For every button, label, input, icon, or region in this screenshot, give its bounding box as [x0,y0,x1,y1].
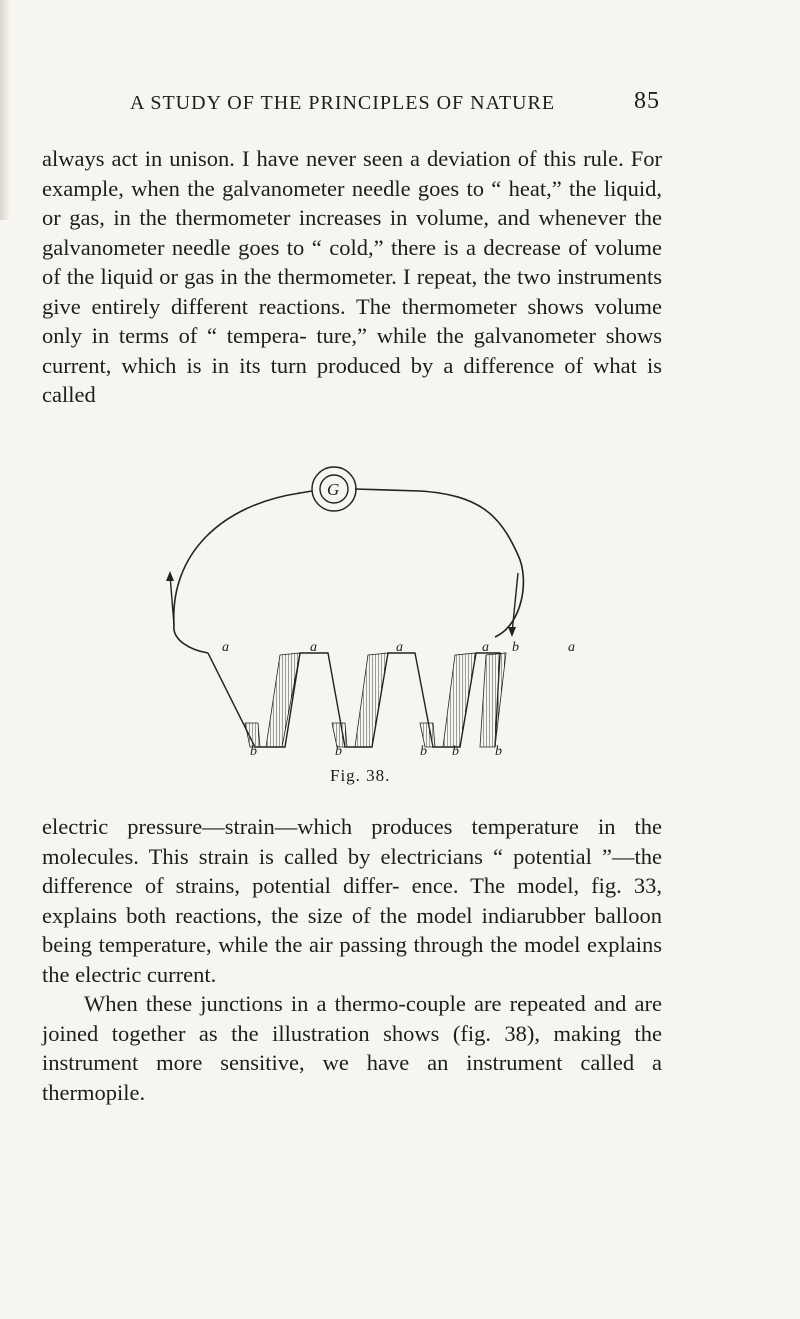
junction-label: b [250,744,257,759]
junction-label: a [568,640,575,655]
thermopile-zigzag [208,653,506,747]
page-number: 85 [634,88,660,114]
paragraph-1: always act in unison. I have never seen a deviation of this rule. For example, when the galvanometer needle goes to “ heat,” the liquid, or gas, in the thermometer increases in volume, and whenever the galvanometer needle goes to “ cold,” there is a decrease of volume of the liquid or gas in the thermometer. I repeat, the two instruments give entirely different reactions. The thermometer shows volume only in terms of “ tempera- ture,” while the galvanometer shows current, which is in its turn produced by a difference of what is called [42,146,662,407]
right-wire [355,489,523,637]
left-wire [174,493,300,625]
right-arrow-icon [508,573,518,637]
thermopile-figure [150,465,690,765]
junction-label: a [310,640,317,655]
page-edge-shadow [0,0,10,220]
paragraph-2: electric pressure—strain—which produces temperature in the molecules. This strain is called by electricians “ potential ”—the difference of strains, potential differ- ence. The model, fig. 33, explains both reactions, the size of the model indiarubber balloon being temperature, while the air passing through the model explains the electric current. [42,814,662,987]
junction-label: b [452,744,459,759]
running-head-title: A STUDY OF THE PRINCIPLES OF NATURE [130,92,556,114]
galvanometer-label: G [327,480,340,499]
paragraph-3: When these junctions in a thermo-couple are repeated and are joined together as the illustration shows (fig. 38), making the instrument more sensitive, we have an instrument called a thermopile. [42,991,662,1105]
junction-label: b [495,744,502,759]
junction-label: b [512,640,519,655]
figure-caption: Fig. 38. [330,766,391,785]
thermopile-diagram [150,465,690,765]
junction-label: b [420,744,427,759]
left-arrow-icon [166,571,174,625]
junction-label: a [482,640,489,655]
junction-label: a [396,640,403,655]
junction-label: a [222,640,229,655]
junction-label: b [335,744,342,759]
galvanometer-icon [312,467,356,511]
